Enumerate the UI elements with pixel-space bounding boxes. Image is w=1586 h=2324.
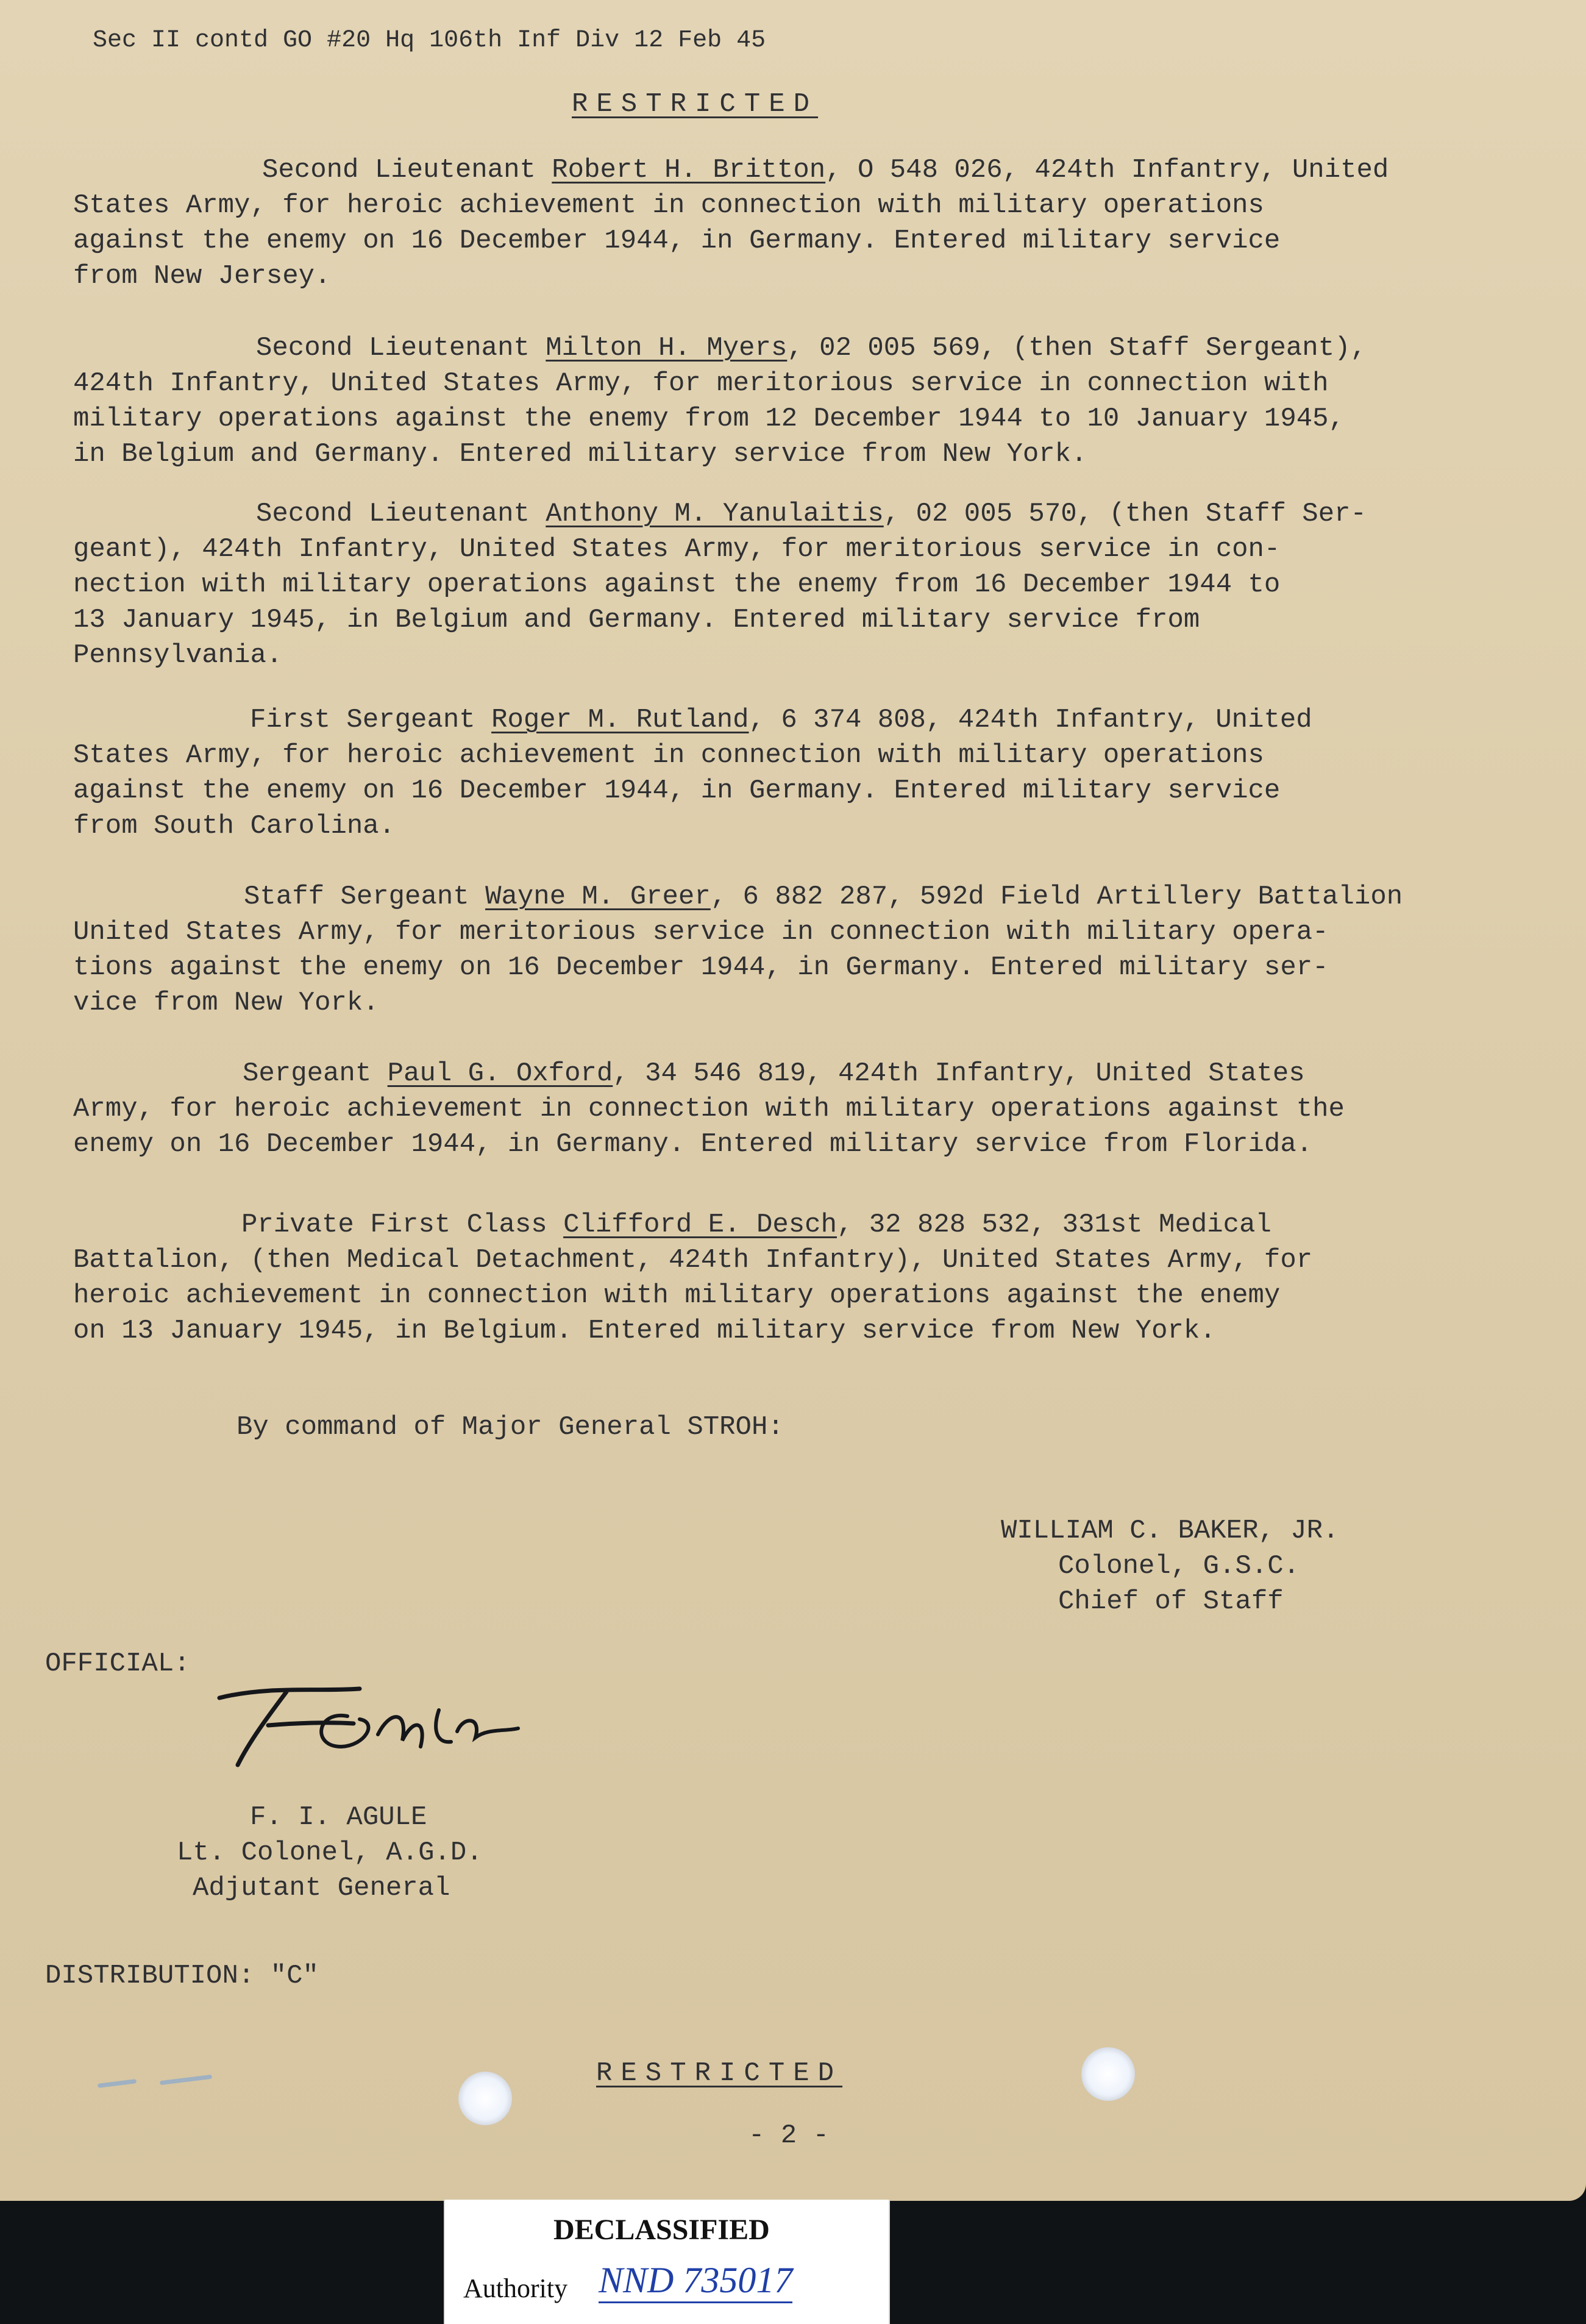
citation-line [73,807,395,845]
citation-text: military operations against the enemy from 12 December 1944 to 10 January 1945, [73,404,1345,434]
citation-line [73,365,1329,402]
citation-line [73,736,1264,774]
citation-line [73,772,1280,810]
distribution-line: DISTRIBUTION: "C" [45,1961,319,1991]
citation-text: , O 548 026, 424th Infantry, United [825,155,1389,185]
citation-text: Pennsylvania. [73,640,283,671]
soldier-name: Anthony M. Yanulaitis [546,499,884,529]
citation-line [262,151,1389,189]
soldier-name: Robert H. Britton [552,155,826,185]
citation-line [256,329,1367,367]
citation-line [73,530,1280,568]
citation-line [73,636,282,674]
header-line: Sec II contd GO #20 Hq 106th Inf Div 12 Feb 45 [93,27,766,54]
citation-line [243,1055,1305,1092]
citation-text: , 02 005 569, (then Staff Sergeant), [787,333,1367,363]
citation-text: First Sergeant [250,705,492,735]
citation-text: Sergeant [243,1058,388,1089]
authority-number: NND 735017 [599,2259,792,2303]
citation-line [73,400,1345,438]
command-line: By command of Major General STROH: [236,1412,784,1442]
citation-line [73,1125,1312,1163]
citation-text: States Army, for heroic achievement in connection with military operations [73,190,1264,221]
soldier-name: Clifford E. Desch [563,1210,837,1240]
punch-hole-left [458,2072,512,2125]
citation-line [73,187,1264,224]
citation-line [250,701,1312,739]
citation-text: from South Carolina. [73,811,396,841]
signature-image [195,1673,536,1777]
declassified-title: DECLASSIFIED [553,2214,770,2246]
citation-text: heroic achievement in connection with military operations against the enemy [73,1280,1281,1311]
citation-text: , 32 828 532, 331st Medical [836,1210,1271,1240]
citation-text: Battalion, (then Medical Detachment, 424th Infantry), United States Army, for [73,1245,1313,1275]
citation-line [73,1241,1312,1279]
citation-text: nection with military operations against the enemy from 16 December 1944 to [73,569,1281,600]
citation-text: 13 January 1945, in Belgium and Germany. Entered military service from [73,605,1200,635]
authority-label: Authority [463,2273,568,2303]
citation-line [73,1277,1280,1314]
soldier-name: Paul G. Oxford [387,1058,613,1089]
classification-top: RESTRICTED [572,89,819,119]
citation-text: Staff Sergeant [244,882,486,912]
citation-text: Second Lieutenant [256,499,546,529]
soldier-name: Wayne M. Greer [485,882,711,912]
citation-text: Army, for heroic achievement in connection with military operations against the [73,1094,1345,1124]
page-number: - 2 - [749,2120,830,2151]
citation-text: against the enemy on 16 December 1944, in Germany. Entered military service [73,775,1281,806]
soldier-name: Roger M. Rutland [491,705,749,735]
citation-text: in Belgium and Germany. Entered military service from New York. [73,439,1087,469]
citation-text: on 13 January 1945, in Belgium. Entered military service from New York. [73,1316,1216,1346]
soldier-name: Milton H. Myers [546,333,788,363]
citation-line [241,1206,1271,1244]
citation-line [73,1090,1345,1128]
citation-text: , 6 882 287, 592d Field Artillery Battalion [710,882,1403,912]
citation-text: tions against the enemy on 16 December 1944, in Germany. Entered military ser- [73,952,1329,983]
citation-text: Private First Class [241,1210,564,1240]
official-rank: Lt. Colonel, A.G.D. [177,1837,483,1868]
chief-of-staff-rank: Colonel, G.S.C. [1058,1551,1300,1581]
citation-text: Second Lieutenant [256,333,546,363]
citation-text: geant), 424th Infantry, United States Army, for meritorious service in con- [73,534,1281,565]
citation-text: States Army, for heroic achievement in connection with military operations [73,740,1264,771]
citation-text: Second Lieutenant [262,155,552,185]
citation-line [73,435,1087,473]
chief-of-staff-title: Chief of Staff [1058,1586,1284,1617]
citation-text: , 02 005 570, (then Staff Ser- [883,499,1367,529]
citation-line [73,1312,1216,1350]
citation-text: United States Army, for meritorious service in connection with military opera- [73,917,1329,947]
citation-line [73,913,1329,951]
citation-text: enemy on 16 December 1944, in Germany. Entered military service from Florida. [73,1129,1313,1160]
ink-mark [160,2075,212,2085]
official-name: F. I. AGULE [250,1802,427,1833]
classification-bottom: RESTRICTED [596,2058,843,2089]
citation-text: from New Jersey. [73,261,331,291]
citation-text: vice from New York. [73,988,379,1018]
citation-line [73,601,1200,639]
official-label: OFFICIAL: [45,1649,190,1679]
citation-line [244,878,1403,916]
citation-line [73,949,1329,986]
citation-text: , 34 546 819, 424th Infantry, United States [613,1058,1305,1089]
official-title: Adjutant General [193,1873,450,1903]
chief-of-staff-name: WILLIAM C. BAKER, JR. [1001,1516,1339,1546]
citation-line [256,495,1367,533]
citation-text: , 6 374 808, 424th Infantry, United [749,705,1312,735]
citation-text: 424th Infantry, United States Army, for meritorious service in connection with [73,368,1329,399]
citation-line [73,257,330,295]
citation-line [73,222,1280,260]
declassified-stamp [444,2200,890,2324]
ink-mark [98,2079,137,2088]
citation-line [73,566,1280,604]
citation-line [73,984,379,1022]
punch-hole-right [1081,2047,1135,2101]
citation-text: against the enemy on 16 December 1944, in Germany. Entered military service [73,226,1281,256]
